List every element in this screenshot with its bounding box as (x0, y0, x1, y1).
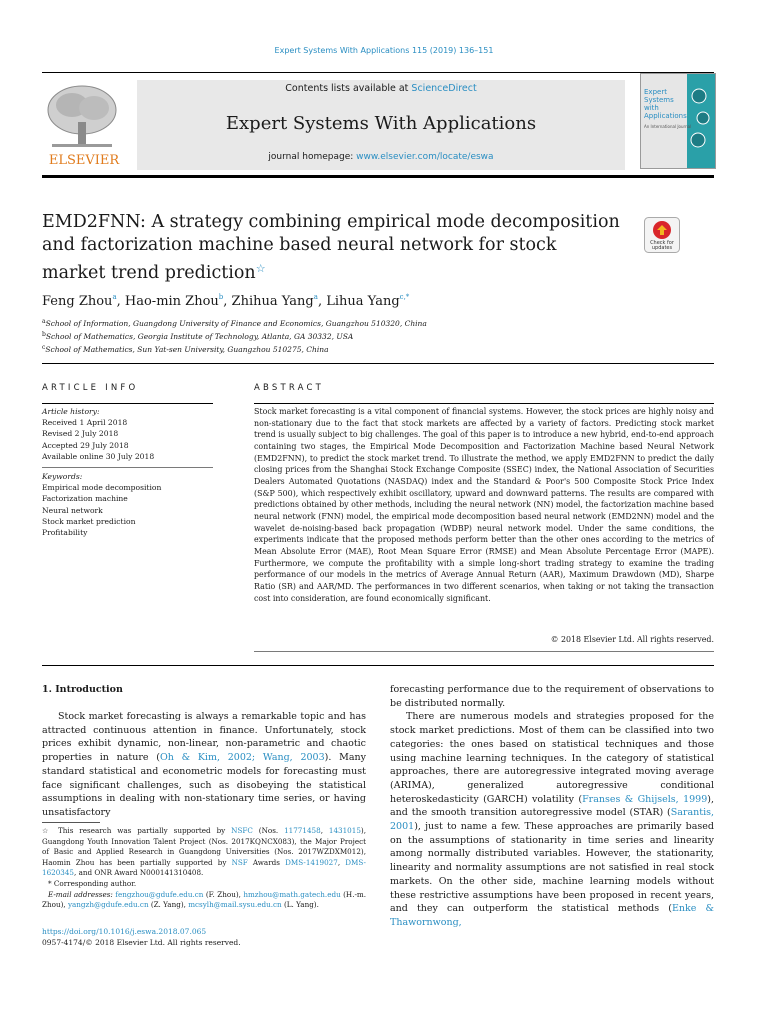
author-list (42, 293, 409, 309)
keyword-item: Empirical mode decomposition (42, 483, 162, 493)
contents-line (137, 83, 625, 94)
text-run: ), and the smooth transition autoregressive model (STAR) ( (390, 793, 714, 819)
title-text: EMD2FNN: A strategy combining empirical mode decomposition and factorization machine based neural network for stock market trend prediction (42, 212, 620, 283)
text-run: Awards (247, 857, 286, 867)
affiliation-item (42, 316, 427, 329)
body-paragraph: forecasting performance due to the requirement of observations to be distributed normally. (390, 684, 714, 709)
article-info-divider (42, 467, 213, 468)
reference-link[interactable]: yangzh@gdufe.edu.cn (67, 900, 149, 910)
affiliation-text: School of Mathematics, Georgia Institute of Technology, Atlanta, GA 30332, USA (45, 332, 354, 341)
reference-link[interactable]: DMS-1620345 (42, 857, 366, 878)
text-run: Stock market forecasting is always a remarkable topic and has attracted continuous attention in finance. Unfortunately, stock prices exhibit dynamic, non-linear, non-parametric and chaotic properties in nature ( (42, 711, 366, 764)
text-run: E-mail addresses: (48, 889, 116, 899)
reference-link[interactable]: 1431015 (328, 826, 361, 835)
text-run: (L. Yang). (281, 900, 319, 910)
body-paragraph-left (42, 710, 366, 820)
elsevier-logo[interactable] (42, 80, 126, 170)
affiliation-text: School of Mathematics, Sun Yat-sen University, Guangzhou 510275, China (45, 345, 329, 354)
cover-line: Applications (644, 112, 687, 120)
badge-label: updates (651, 245, 673, 251)
author-name[interactable]: Feng Zhou (42, 294, 113, 309)
abstract-divider (254, 651, 714, 652)
keyword-item: Stock market prediction (42, 516, 136, 526)
abstract-copyright: © 2018 Elsevier Ltd. All rights reserved. (550, 635, 714, 644)
cover-line: with (644, 104, 659, 112)
affiliation-mark: b (42, 331, 46, 338)
text-run: There are numerous models and strategies proposed for the stock market predictions. Most of them can be classified into two categories: the ones based on statistical techniques and those using machine learning techniques. In the category of statistical approaches, there are autoregressive integrated moving average (ARIMA), generalized autoregressive conditional heteroskedasticity (GARCH) volatility ( (390, 711, 714, 805)
footnote-rule (42, 822, 100, 823)
article-info-label: ARTICLE INFO (42, 383, 139, 393)
journal-citation[interactable]: Expert Systems With Applications 115 (2019) 136–151 (274, 46, 494, 55)
keyword-item: Neural network (42, 505, 103, 515)
cover-subtitle: An International Journal (644, 124, 692, 129)
issn-line: 0957-4174/© 2018 Elsevier Ltd. All rights reserved. (42, 938, 241, 948)
badge-label: Check for (650, 240, 674, 246)
author-separator: , (317, 294, 327, 309)
doi-link[interactable]: https://doi.org/10.1016/j.eswa.2018.07.065 (42, 927, 207, 936)
history-item: Revised 2 July 2018 (42, 429, 119, 439)
affiliation-text: School of Information, Guangdong University of Finance and Economics, Guangzhou 510320, China (45, 319, 427, 328)
doi-block (42, 926, 241, 949)
title-footnote-star-link[interactable]: ☆ (255, 262, 266, 275)
reference-link[interactable]: Oh & Kim, 2002; Wang, 2003 (159, 752, 325, 764)
keyword-item: Factorization machine (42, 494, 128, 504)
abstract-rule (254, 403, 714, 404)
text-run: , and ONR Award N000141310408. (74, 868, 204, 878)
reference-link[interactable]: DMS-1419027 (285, 857, 338, 867)
affiliation-mark: c (42, 344, 46, 351)
footnotes (42, 826, 366, 911)
text-run: ), Guangdong Youth Innovation Talent Project (Nos. 2017KQNCX083), the Major Project of Basic and Applied Research in Guangdong Universities (Nos. 2017WZDXM012), Haomin Zhou has been partially supported by (42, 826, 366, 867)
history-heading: Article history: (42, 407, 100, 416)
author-name[interactable]: Lihua Yang (326, 294, 400, 309)
reference-link[interactable]: Franses & Ghijsels, 1999 (582, 793, 708, 805)
homepage-link[interactable]: www.elsevier.com/locate/eswa (356, 152, 494, 162)
text-run: ☆ This research was partially supported by (42, 826, 232, 835)
abstract-text: Stock market forecasting is a vital component of financial systems. However, the stock prices are highly noisy and non-stationary due to the fact that stock markets are affected by a variety of factors. Predicting stock market trend is usually subject to big challenges. The goal of this paper is to introduce a new hybrid, end-to-end approach containing two stages, the Empirical Mode Decomposition and Factorization Machine based Neural Network (EMD2FNN), to predict the stock market trend. To illustrate the method, we apply EMD2FNN to predict the daily closing prices from the Shanghai Stock Exchange Composite (SSEC) index, the National Association of Securities Dealers Automated Quotations (NASDAQ) index and the Standard & Poor's 500 Composite Stock Price Index (S&P 500), which respectively exhibit oscillatory, upward and downward patterns. The results are compared with predictions obtained by other methods, including the neural network (NN) model, the factorization machine based neural network (FNN) model, the empirical mode decomposition based neural network (EMD2NN) model and the wavelet de-noising-based back propagation (WDBP) neural network model. Under the same conditions, the experiments indicate that the proposed methods perform better than the other ones according to the metrics of Mean Absolute Error (MAE), Root Mean Square Error (RMSE) and Mean Absolute Percentage Error (MAPE). Furthermore, we compute the profitability with a simple long-short trading strategy to examine the trading performance of our models in the metrics of Average Annual Return (AAR), Maximum Drawdown (MD), Sharpe Ratio (SR) and AAR/MD. The performances in two different scenarios, when taking or not taking the transaction cost into consideration, are found economically significant. (254, 407, 714, 603)
homepage-line (137, 152, 625, 162)
history-item: Available online 30 July 2018 (42, 451, 155, 461)
body-column-right (390, 683, 714, 930)
elsevier-wordmark: ELSEVIER (48, 153, 120, 168)
reference-link[interactable]: hmzhou@math.gatech.edu (243, 889, 341, 899)
reference-link[interactable]: NSFC (231, 826, 253, 835)
affiliation-list (42, 316, 427, 355)
check-for-updates-button[interactable] (644, 217, 680, 253)
keywords-heading: Keywords: (42, 472, 83, 481)
reference-link[interactable]: NSF (231, 857, 248, 867)
text-run: ). Many standard statistical and econometric models for forecasting must face significant challenges, such as disobeying the statistical assumptions in dealing with non-stationary time series, or having unsatisfactory (42, 752, 366, 818)
elsevier-tree-icon (42, 80, 126, 170)
history-item: Received 1 April 2018 (42, 418, 128, 428)
history-item: Accepted 29 July 2018 (42, 440, 129, 450)
keyword-item: Profitability (42, 528, 88, 538)
corresponding-footnote: * Corresponding author. (48, 878, 137, 888)
author-affiliation-mark[interactable]: c,* (399, 293, 410, 301)
reference-link[interactable]: mcsylh@mail.sysu.edu.cn (188, 900, 282, 910)
author-separator: , (223, 294, 232, 309)
affiliation-item (42, 329, 427, 342)
author-affiliation-mark[interactable]: b (218, 293, 224, 301)
article-history (42, 406, 154, 462)
funding-footnote (42, 826, 366, 879)
author-name[interactable]: Hao-min Zhou (124, 294, 219, 309)
cover-line: Expert (644, 88, 667, 96)
reference-link[interactable]: Sarantis, 2001 (390, 807, 714, 833)
header-thick-rule (42, 175, 714, 178)
text-run: (Nos. (252, 826, 285, 835)
article-info-rule (42, 403, 213, 404)
text-run: ), just to name a few. These approaches are primarily based on the assumptions of stationarity in time series and linearity among normally distributed variables. However, the stationarity, linearity and normality assumptions are not satisfied in real stock markets. On the other side, machine learning models without these restrictive assumptions have been proposed in recent years, and they can outperform the statistical methods ( (390, 821, 714, 915)
affiliation-item (42, 342, 427, 355)
cover-line: Systems (644, 96, 674, 104)
journal-name: Expert Systems With Applications (225, 113, 537, 134)
reference-link[interactable]: Enke & Thawornwong, (390, 903, 714, 928)
reference-link[interactable]: 11771458 (284, 826, 321, 835)
text-run: , (320, 826, 329, 835)
sciencedirect-link[interactable]: ScienceDirect (411, 83, 477, 94)
author-separator: , (116, 294, 125, 309)
text-run: (F. Zhou), (203, 889, 244, 899)
section-rule (42, 363, 714, 364)
keyword-list (42, 471, 161, 538)
author-name[interactable]: Zhihua Yang (231, 294, 314, 309)
body-paragraph (390, 710, 714, 929)
journal-cover[interactable] (640, 73, 716, 169)
section-rule (42, 665, 714, 666)
article-title (42, 211, 622, 285)
affiliation-mark: a (42, 318, 46, 325)
section-heading-introduction: 1. Introduction (42, 684, 123, 695)
author-affiliation-mark[interactable]: a (112, 293, 117, 301)
text-run: (Z. Yang), (148, 900, 189, 910)
email-footnote (42, 890, 366, 911)
header-rule (42, 72, 714, 73)
reference-link[interactable]: fengzhou@gdufe.edu.cn (115, 889, 204, 899)
contents-prefix: Contents lists available at (285, 83, 412, 94)
abstract-label: ABSTRACT (254, 383, 325, 393)
text-run: (H.-m. Zhou), (42, 889, 367, 910)
homepage-prefix: journal homepage: (268, 152, 357, 162)
check-for-updates-icon (644, 217, 680, 253)
text-run: , (337, 857, 346, 867)
author-affiliation-mark[interactable]: a (313, 293, 318, 301)
cover-art (641, 74, 715, 168)
